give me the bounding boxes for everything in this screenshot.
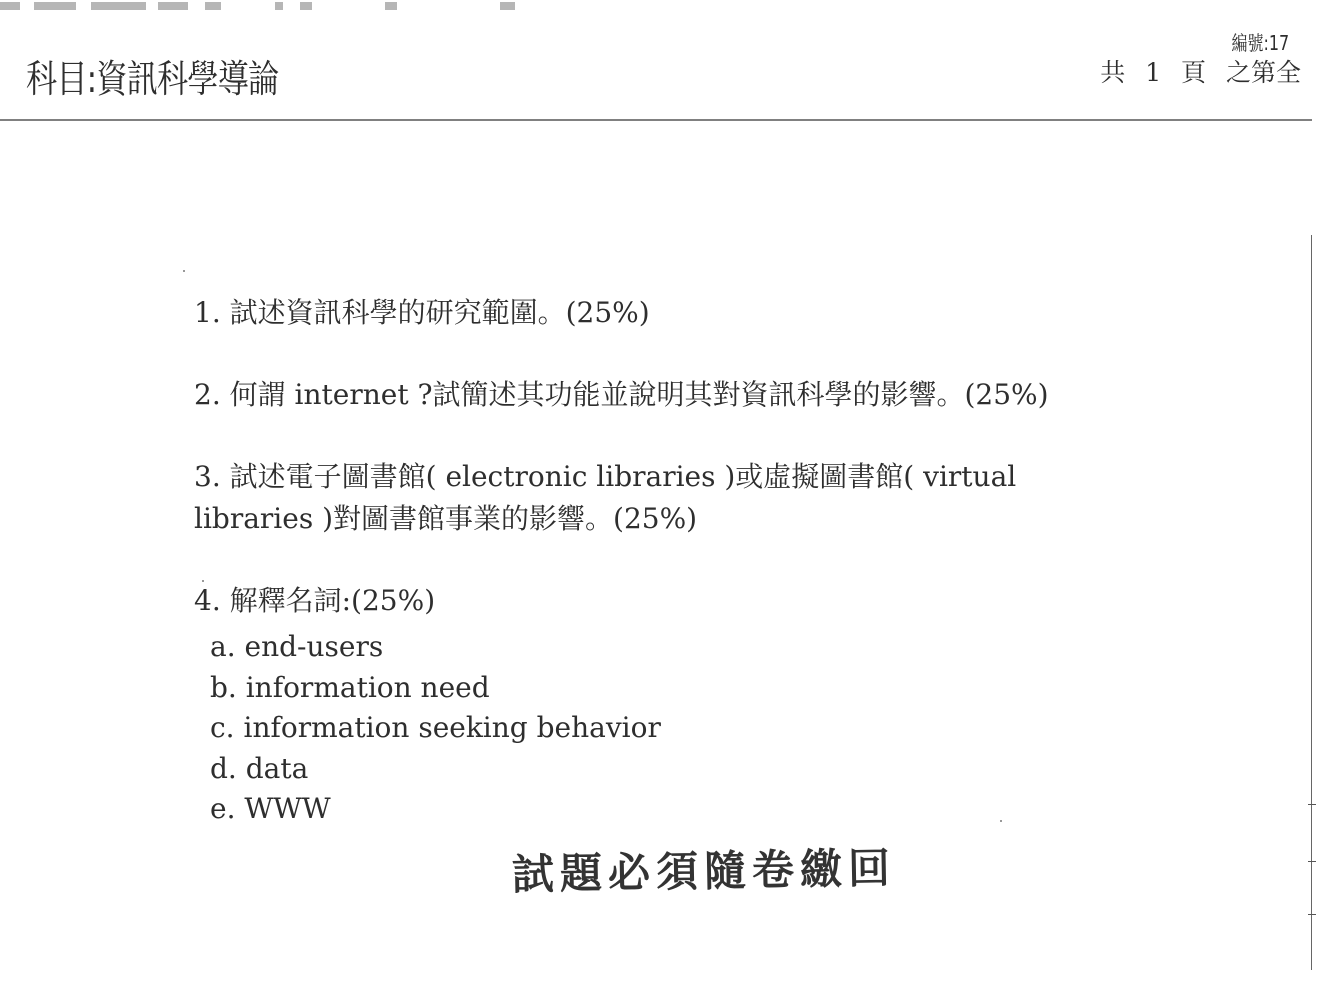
page-edge-tick	[1308, 804, 1316, 805]
serial-label: 編號	[1231, 31, 1264, 55]
term-e: e. WWW	[210, 792, 331, 825]
question-2: 2. 何謂 internet ?試簡述其功能並說明其對資訊科學的影響。(25%)	[194, 378, 1049, 411]
exam-questions	[194, 292, 1094, 622]
serial-number	[1231, 27, 1289, 56]
scan-speck	[202, 580, 204, 582]
term-c: c. information seeking behavior	[210, 711, 661, 744]
scan-speck	[1000, 820, 1002, 822]
page-edge-tick	[1308, 914, 1316, 915]
page-edge-line	[1311, 235, 1312, 970]
subject-title: 科目:資訊科學導論	[26, 57, 279, 101]
header-divider	[0, 119, 1312, 121]
page-count: 共 1 頁 之第全	[1100, 58, 1301, 87]
serial-value: 17	[1268, 31, 1289, 55]
term-b: b. information need	[210, 670, 490, 704]
question-4: 4. 解釋名詞:(25%)	[194, 584, 436, 617]
return-paper-note: 試題必須隨卷繳回	[511, 843, 897, 899]
term-d: d. data	[210, 751, 309, 785]
term-a: a. end-users	[210, 630, 384, 663]
scan-speck	[183, 270, 185, 272]
top-scan-strip	[0, 0, 590, 18]
serial-separator: :	[1263, 31, 1269, 55]
question-3: 3. 試述電子圖書館( electronic libraries )或虛擬圖書館( virtual libraries )對圖書館事業的影響。(25%)	[194, 460, 1017, 535]
term-list	[210, 627, 661, 830]
page-edge-tick	[1308, 861, 1316, 862]
question-1: 1. 試述資訊科學的研究範圍。(25%)	[194, 296, 650, 329]
